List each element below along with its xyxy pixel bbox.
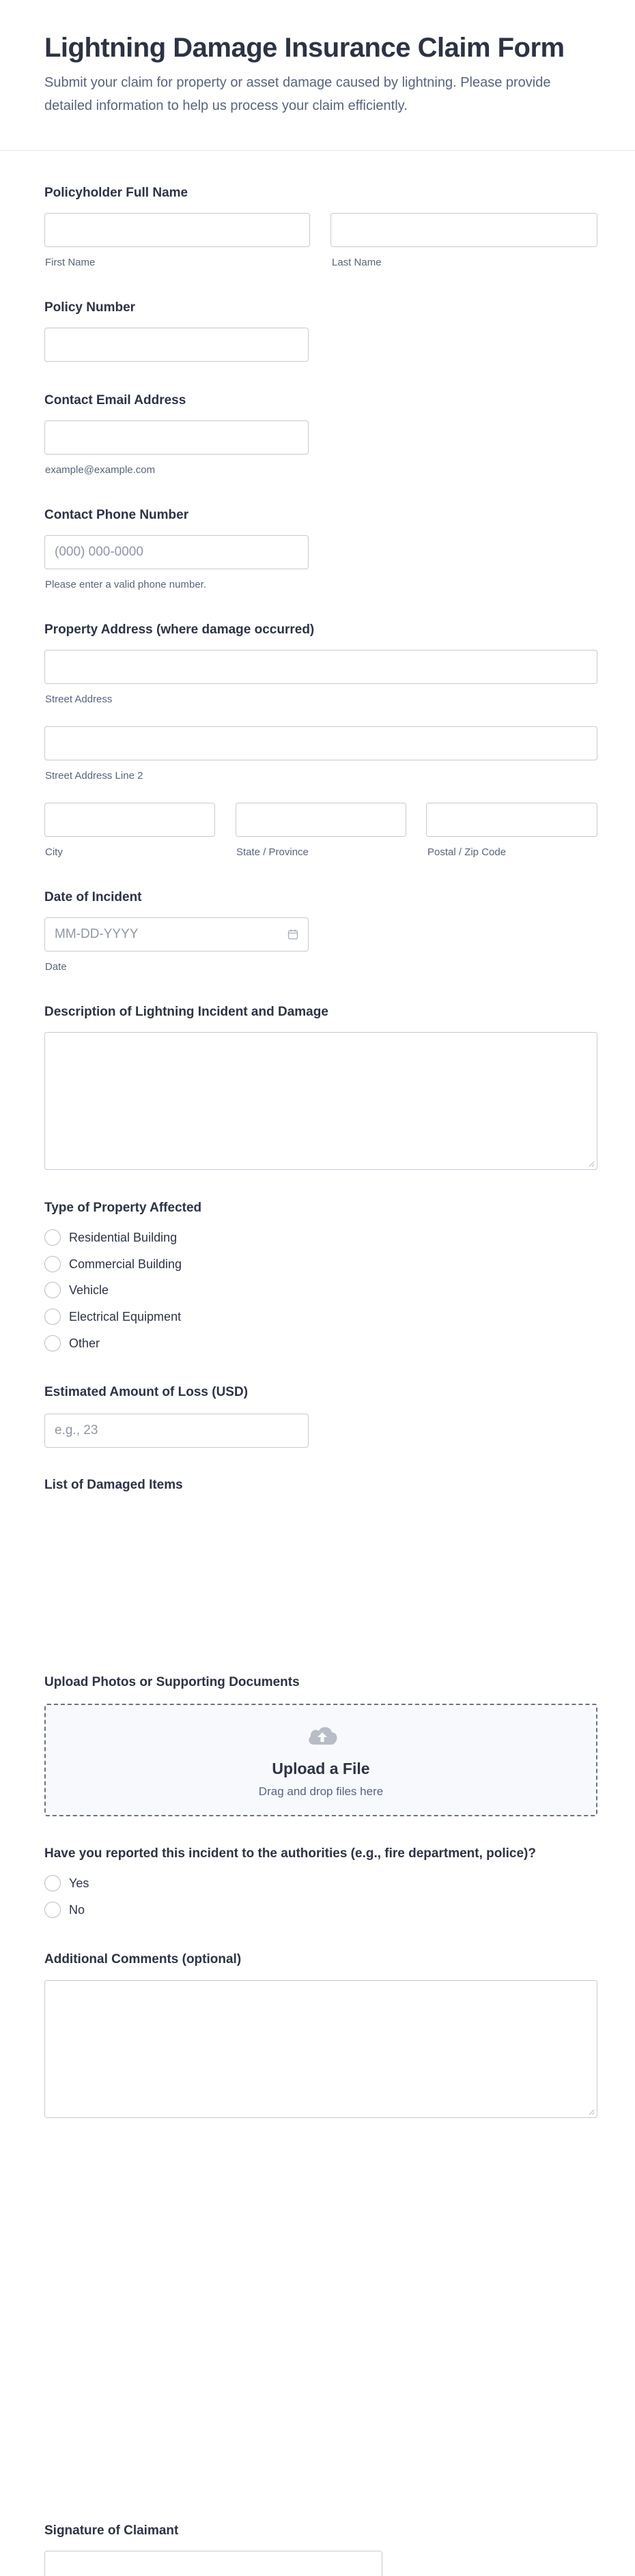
street-address-2-sublabel: Street Address Line 2 — [45, 770, 143, 782]
radio-label: Electrical Equipment — [69, 1309, 182, 1323]
policy-number-input[interactable] — [44, 328, 309, 362]
postal-code-input[interactable] — [426, 803, 597, 837]
policy-number-label: Policy Number — [44, 300, 136, 315]
phone-placeholder: (000) 000-0000 — [55, 545, 143, 559]
radio-button[interactable] — [44, 1256, 61, 1272]
description-textarea[interactable] — [44, 1032, 597, 1170]
radio-button[interactable] — [44, 1308, 61, 1325]
first-name-sublabel: First Name — [45, 257, 96, 268]
street-address-2-input[interactable] — [44, 726, 597, 760]
radio-button[interactable] — [44, 1335, 61, 1351]
calendar-icon[interactable] — [287, 929, 298, 940]
signature-label: Signature of Claimant — [44, 2523, 179, 2538]
phone-sublabel: Please enter a valid phone number. — [45, 579, 206, 590]
radio-label: No — [69, 1902, 85, 1917]
date-input[interactable] — [44, 917, 309, 951]
signature-pad[interactable] — [44, 2551, 382, 2576]
resize-grip-icon[interactable] — [588, 1160, 595, 1167]
loss-amount-label: Estimated Amount of Loss (USD) — [44, 1385, 249, 1399]
damaged-items-label: List of Damaged Items — [44, 1478, 183, 1492]
city-sublabel: City — [45, 846, 63, 858]
first-name-input[interactable] — [44, 213, 310, 247]
radio-label: Yes — [69, 1876, 89, 1890]
radio-option-electrical[interactable] — [44, 1307, 181, 1326]
radio-option-no[interactable] — [44, 1900, 85, 1919]
street-address-sublabel: Street Address — [45, 693, 113, 705]
description-label: Description of Lightning Incident and Damage — [44, 1005, 328, 1019]
upload-label: Upload Photos or Supporting Documents — [44, 1675, 300, 1689]
radio-label: Other — [69, 1336, 100, 1350]
resize-grip-icon[interactable] — [588, 2108, 595, 2115]
postal-code-sublabel: Postal / Zip Code — [427, 846, 507, 858]
upload-title: Upload a File — [272, 1760, 370, 1777]
radio-option-vehicle[interactable] — [44, 1280, 109, 1300]
state-input[interactable] — [236, 803, 406, 837]
comments-textarea[interactable] — [44, 1980, 597, 2118]
address-label: Property Address (where damage occurred) — [44, 622, 315, 637]
city-input[interactable] — [44, 803, 215, 837]
full-name-label: Policyholder Full Name — [44, 186, 188, 200]
radio-button[interactable] — [44, 1875, 61, 1891]
upload-hint: Drag and drop files here — [258, 1785, 384, 1798]
last-name-input[interactable] — [330, 213, 597, 247]
property-type-label: Type of Property Affected — [44, 1201, 202, 1215]
phone-input[interactable] — [44, 535, 309, 569]
radio-option-residential[interactable] — [44, 1228, 177, 1247]
loss-amount-placeholder: e.g., 23 — [55, 1423, 98, 1437]
phone-label: Contact Phone Number — [44, 508, 189, 522]
reported-label: Have you reported this incident to the authorities (e.g., fire department, police)? — [44, 1846, 536, 1861]
street-address-input[interactable] — [44, 650, 597, 684]
form-title: Lightning Damage Insurance Claim Form — [44, 33, 565, 63]
form-subtitle: Submit your claim for property or asset damage caused by lightning. Please provide detailed information to help us process your claim efficiently. — [44, 75, 551, 113]
radio-option-other[interactable] — [44, 1334, 100, 1353]
date-sublabel: Date — [45, 961, 67, 973]
form-header — [0, 0, 635, 151]
radio-label: Commercial Building — [69, 1257, 182, 1271]
radio-option-commercial[interactable] — [44, 1255, 182, 1274]
file-upload-dropzone[interactable] — [44, 1704, 597, 1816]
email-label: Contact Email Address — [44, 393, 186, 407]
date-placeholder: MM-DD-YYYY — [55, 927, 139, 941]
radio-label: Residential Building — [69, 1230, 178, 1244]
radio-button[interactable] — [44, 1229, 61, 1246]
last-name-sublabel: Last Name — [332, 257, 382, 268]
email-input[interactable] — [44, 420, 309, 455]
date-label: Date of Incident — [44, 890, 142, 904]
radio-option-yes[interactable] — [44, 1874, 89, 1893]
loss-amount-input[interactable] — [44, 1414, 309, 1448]
state-sublabel: State / Province — [236, 846, 309, 858]
comments-label: Additional Comments (optional) — [44, 1952, 242, 1966]
radio-label: Vehicle — [69, 1283, 109, 1297]
radio-button[interactable] — [44, 1902, 61, 1918]
email-sublabel: example@example.com — [45, 464, 156, 476]
cloud-upload-icon — [306, 1723, 339, 1747]
radio-button[interactable] — [44, 1282, 61, 1298]
